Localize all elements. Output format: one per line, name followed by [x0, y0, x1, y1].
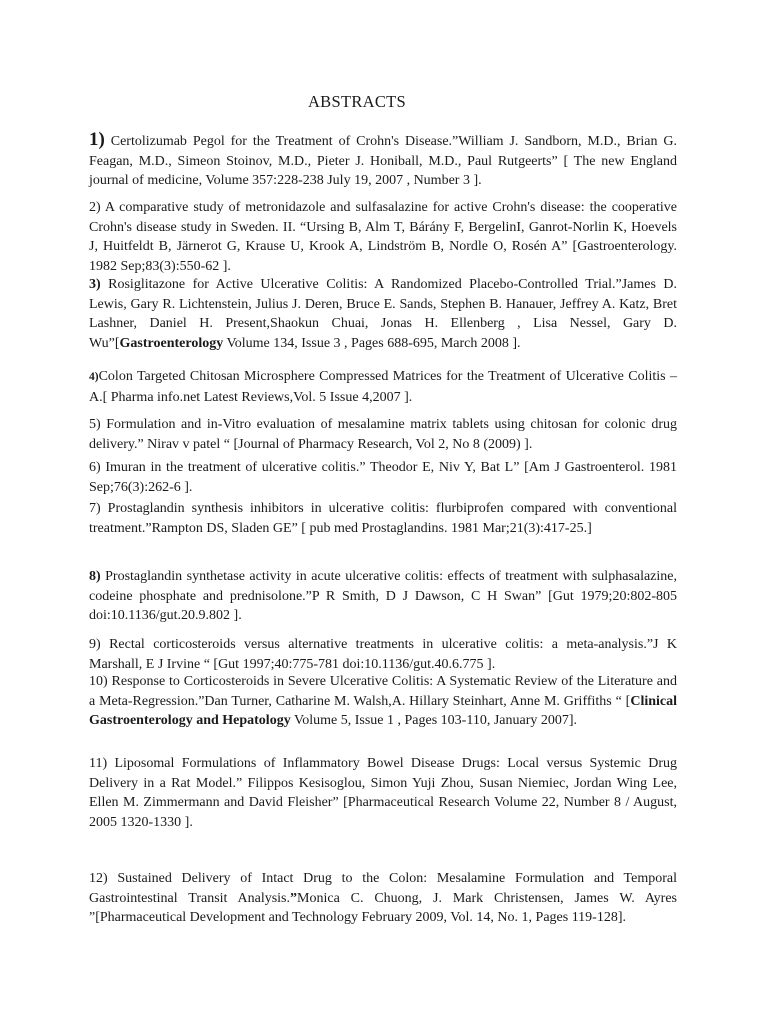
reference-number: 5) — [89, 417, 101, 432]
reference-number: 3) — [89, 277, 101, 292]
reference-5 — [89, 415, 677, 454]
quote-mark: ” — [290, 890, 298, 906]
reference-text: Liposomal Formulations of Inflammatory Bowel Disease Drugs: Local versus Systemic Drug Delivery in a Rat Model.” Filippos Kesisoglou, Simon Yuji Zhou, Susan Niemiec, Jordan Wing Lee, Ellen M. Zimmermann and David Fleisher” [Pharmaceutical Research Volume 22, Number 8 / August, 2005 1320-1330 ]. — [89, 756, 677, 830]
reference-number: 4) — [89, 371, 99, 383]
journal-name: Gastroenterology — [119, 335, 224, 351]
reference-number: 11) — [89, 756, 108, 771]
reference-7 — [89, 499, 677, 538]
reference-text: Prostaglandin synthesis inhibitors in ulcerative colitis: flurbiprofen compared with conventional treatment.”Rampton DS, Sladen GE” [ pub med Prostaglandins. 1981 Mar;21(3):417-25.] — [89, 501, 677, 536]
reference-text-tail: Monica C. Chuong, J. Mark Christensen, James W. Ayres ”[Pharmaceutical Development and Technology February 2009, Vol. 14, No. 1, Pages 119-128]. — [89, 890, 677, 925]
reference-8 — [89, 567, 677, 626]
reference-text: Formulation and in-Vitro evaluation of mesalamine matrix tablets using chitosan for colonic drug delivery.” Nirav v patel “ [Journal of Pharmacy Research, Vol 2, No 8 (2009) ]. — [89, 417, 677, 452]
reference-text: Rosiglitazone for Active Ulcerative Colitis: A Randomized Placebo-Controlled Trial.”James D. Lewis, Gary R. Lichtenstein, Julius J. Deren, Bruce E. Sands, Stephen B. Hanauer, Jeffrey A. Katz, Bret Lashner, Daniel H. Present,Shaokun Chuai, Jonas H. Ellenberg , Lisa Nessel, Gary D. Wu”[ — [89, 277, 677, 351]
reference-text: Rectal corticosteroids versus alternative treatments in ulcerative colitis: a meta-analysis.”J K Marshall, E J Irvine “ [Gut 1997;40:775-781 doi:10.1136/gut.40.6.775 ]. — [89, 637, 677, 672]
reference-number: 9) — [89, 637, 101, 652]
reference-text: Response to Corticosteroids in Severe Ulcerative Colitis: A Systematic Review of the Literature and a Meta-Regression.”Dan Turner, Catharine M. Walsh,A. Hillary Steinhart, Anne M. Griffiths “ [ — [89, 674, 677, 709]
reference-number: 8) — [89, 569, 101, 584]
reference-12 — [89, 869, 677, 928]
reference-9 — [89, 635, 677, 674]
reference-number: 10) — [89, 674, 108, 689]
reference-number: 7) — [89, 501, 101, 516]
journal-name: Clinical Gastroenterology and Hepatology — [89, 693, 677, 728]
reference-number: 6) — [89, 460, 101, 475]
reference-text: Certolizumab Pegol for the Treatment of Crohn's Disease.”William J. Sandborn, M.D., Brian G. Feagan, M.D., Simeon Stoinov, M.D., Pieter J. Honiball, M.D., Paul Rutgeerts” [ The new England journal of medicine, Volume 357:228-238 July 19, 2007 , Number 3 ]. — [89, 134, 677, 188]
reference-text: Prostaglandin synthetase activity in acute ulcerative colitis: effects of treatment with sulphasalazine, codeine phosphate and prednisolone.”P R Smith, D J Dawson, C H Swan” [Gut 1979;20:802-805 doi:10.1136/gut.20.9.802 ]. — [89, 569, 677, 623]
reference-number: 1) — [89, 129, 105, 150]
reference-4 — [89, 367, 677, 407]
reference-2 — [89, 198, 677, 276]
reference-1 — [89, 130, 677, 191]
reference-text: A comparative study of metronidazole and sulfasalazine for active Crohn's disease: the cooperative Crohn's disease study in Sweden. II. “Ursing B, Alm T, Bárány F, BergelinI, Ganrot-Norlin K, Hoevels J, Huitfeldt B, Järnerot G, Krause U, Krook A, Lindström B, Nordle O, Rosén A” [Gastroenterology. 1982 Sep;83(3):550-62 ]. — [89, 200, 677, 274]
reference-text: Colon Targeted Chitosan Microsphere Compressed Matrices for the Treatment of Ulcerative Colitis – A.[ Pharma info.net Latest Reviews,Vol. 5 Issue 4,2007 ]. — [89, 369, 677, 405]
reference-3 — [89, 275, 677, 353]
reference-text: Sustained Delivery of Intact Drug to the Colon: Mesalamine Formulation and Temporal Gastrointestinal Transit Analysis. — [89, 871, 677, 906]
reference-text: Imuran in the treatment of ulcerative colitis.” Theodor E, Niv Y, Bat L” [Am J Gastroenterol. 1981 Sep;76(3):262-6 ]. — [89, 460, 677, 495]
reference-text-tail: Volume 5, Issue 1 , Pages 103-110, January 2007]. — [290, 713, 578, 728]
reference-text-tail: Volume 134, Issue 3 , Pages 688-695, March 2008 ]. — [223, 335, 521, 351]
reference-10 — [89, 672, 677, 731]
page-title: ABSTRACTS — [307, 92, 407, 111]
reference-number: 12) — [89, 871, 108, 886]
reference-6 — [89, 458, 677, 497]
reference-11 — [89, 754, 677, 832]
reference-number: 2) — [89, 200, 101, 215]
